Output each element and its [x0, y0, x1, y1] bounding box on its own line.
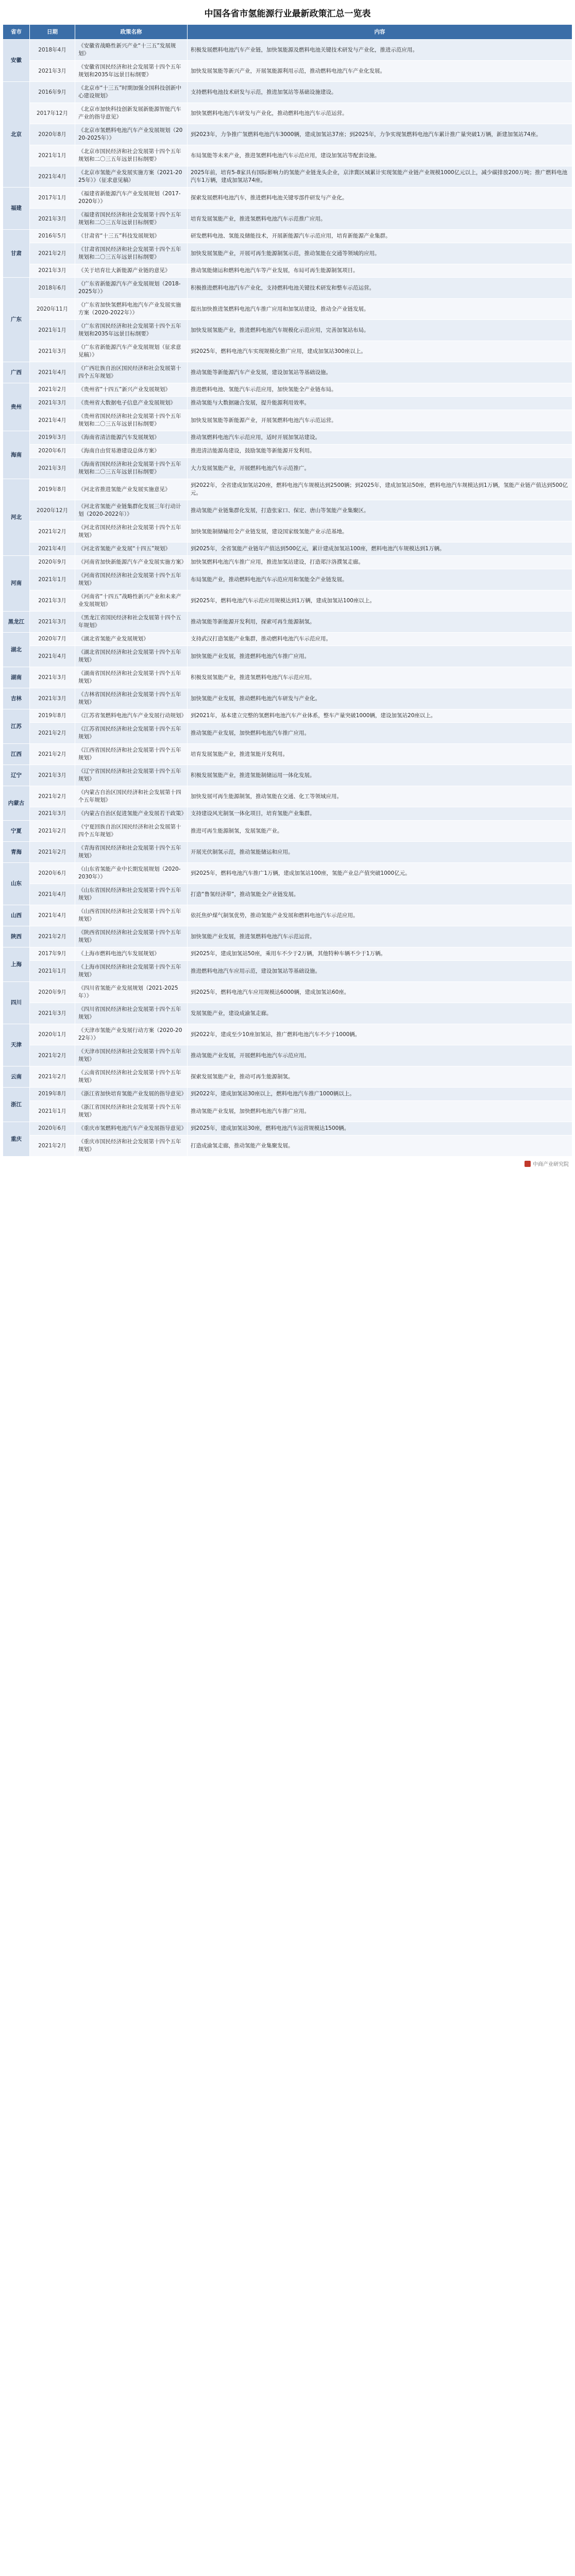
- table-row: [3, 543, 572, 556]
- date-cell: 2021年4月: [30, 905, 75, 926]
- table-row: [3, 709, 572, 723]
- content-cell: 加快发展氢能等新兴产业，开展氢能源利用示范，推动燃料电池汽车产业化发展。: [188, 61, 572, 82]
- page-title: 中国各省市氢能源行业最新政策汇总一览表: [204, 9, 371, 19]
- policy-name-cell: 《广东省加快氢燃料电池汽车产业发展实施方案（2020-2022年）》: [75, 299, 188, 320]
- policy-name-cell: 《安徽省国民经济和社会发展第十四个五年规划和2035年远景目标纲要》: [75, 61, 188, 82]
- province-cell: 四川: [3, 982, 30, 1024]
- policy-name-cell: 《陕西省国民经济和社会发展第十四个五年规划》: [75, 926, 188, 947]
- content-cell: 研发燃料电池、氢能及储能技术，开展新能源汽车示范应用，培育新能源产业集群。: [188, 230, 572, 243]
- table-row: [3, 278, 572, 299]
- date-cell: 2021年4月: [30, 884, 75, 905]
- content-cell: 推动氢能产业发展，加快燃料电池汽车推广应用。: [188, 1101, 572, 1122]
- table-row: [3, 243, 572, 264]
- date-cell: 2021年3月: [30, 458, 75, 479]
- policy-name-cell: 《浙江省国民经济和社会发展第十四个五年规划》: [75, 1101, 188, 1122]
- policy-name-cell: 《湖北省氢能产业发展规划》: [75, 633, 188, 646]
- policy-name-cell: 《福建省新能源汽车产业发展规划（2017-2020年）》: [75, 188, 188, 209]
- policy-name-cell: 《河北省推进氢能产业发展实施意见》: [75, 479, 188, 500]
- date-cell: 2020年8月: [30, 124, 75, 145]
- policy-name-cell: 《北京市国民经济和社会发展第十四个五年规划和二〇三五年远景目标纲要》: [75, 145, 188, 166]
- policy-name-cell: 《重庆市国民经济和社会发展第十四个五年规划》: [75, 1136, 188, 1157]
- policy-name-cell: 《江苏省国民经济和社会发展第十四个五年规划》: [75, 723, 188, 744]
- date-cell: 2021年2月: [30, 1045, 75, 1066]
- table-row: [3, 61, 572, 82]
- date-cell: 2021年4月: [30, 410, 75, 431]
- policy-name-cell: 《江苏省氢燃料电池汽车产业发展行动规划》: [75, 709, 188, 723]
- table-row: [3, 905, 572, 926]
- date-cell: 2021年3月: [30, 264, 75, 278]
- province-cell: 广东: [3, 278, 30, 362]
- policy-name-cell: 《海南自由贸易港建设总体方案》: [75, 445, 188, 458]
- date-cell: 2021年2月: [30, 842, 75, 863]
- date-cell: 2019年8月: [30, 479, 75, 500]
- table-row: [3, 1024, 572, 1045]
- content-cell: 支持燃料电池技术研发与示范，推进加氢站等基础设施建设。: [188, 82, 572, 103]
- content-cell: 到2025年，建成加氢站30座，燃料电池汽车运营规模达1500辆。: [188, 1122, 572, 1136]
- policy-name-cell: 《四川省国民经济和社会发展第十四个五年规划》: [75, 1003, 188, 1024]
- date-cell: 2020年7月: [30, 633, 75, 646]
- policy-name-cell: 《河南省国民经济和社会发展第十四个五年规划》: [75, 569, 188, 590]
- province-cell: 湖南: [3, 667, 30, 688]
- table-row: [3, 264, 572, 278]
- policy-name-cell: 《上海市国民经济和社会发展第十四个五年规划》: [75, 961, 188, 982]
- date-cell: 2019年3月: [30, 431, 75, 445]
- content-cell: 积极推进燃料电池汽车产业化，支持燃料电池关键技术研发和整车示范运营。: [188, 278, 572, 299]
- province-cell: 湖北: [3, 633, 30, 667]
- content-cell: 到2025年，全省氢能产业链年产值达到500亿元，累计建成加氢站100座，燃料电池汽车规模达到1万辆。: [188, 543, 572, 556]
- table-row: [3, 145, 572, 166]
- table-row: [3, 1088, 572, 1101]
- footer: [0, 1157, 575, 1171]
- province-cell: 宁夏: [3, 821, 30, 842]
- date-cell: 2021年2月: [30, 1136, 75, 1157]
- province-cell: 上海: [3, 947, 30, 982]
- date-cell: 2018年4月: [30, 40, 75, 61]
- table-row: [3, 961, 572, 982]
- date-cell: 2021年2月: [30, 786, 75, 807]
- policy-name-cell: 《海南省国民经济和社会发展第十四个五年规划和二〇三五年远景目标纲要》: [75, 458, 188, 479]
- date-cell: 2017年9月: [30, 947, 75, 961]
- content-cell: 加快发展氢能等新能源产业，开展氢燃料电池汽车示范运营。: [188, 410, 572, 431]
- content-cell: 推动氢能产业发展，加快燃料电池汽车推广应用。: [188, 723, 572, 744]
- table-row: [3, 458, 572, 479]
- policy-name-cell: 《福建省国民经济和社会发展第十四个五年规划和二〇三五年远景目标纲要》: [75, 209, 188, 230]
- table-row: [3, 103, 572, 124]
- date-cell: 2021年3月: [30, 590, 75, 612]
- content-cell: 到2025年，燃料电池汽车推广1万辆，建成加氢站100座，氢能产业总产值突破1000亿元。: [188, 863, 572, 884]
- content-cell: 加快氢能产业发展，推进氢燃料电池汽车示范运营。: [188, 926, 572, 947]
- province-cell: 海南: [3, 431, 30, 479]
- table-row: [3, 765, 572, 786]
- content-cell: 支持建设风光制氢一体化项目，培育氢能产业集群。: [188, 807, 572, 821]
- table-row: [3, 744, 572, 765]
- table-row: [3, 947, 572, 961]
- date-cell: 2021年2月: [30, 926, 75, 947]
- content-cell: 到2025年，燃料电池汽车应用规模达6000辆，建成加氢站60座。: [188, 982, 572, 1003]
- date-cell: 2021年1月: [30, 569, 75, 590]
- province-cell: 甘肃: [3, 230, 30, 278]
- policy-name-cell: 《甘肃省“十三五”科技发展规划》: [75, 230, 188, 243]
- date-cell: 2017年1月: [30, 188, 75, 209]
- header-province: 省市: [3, 25, 30, 40]
- content-cell: 布局氢能产业，推动燃料电池汽车示范应用和氢能全产业链发展。: [188, 569, 572, 590]
- table-row: [3, 362, 572, 383]
- content-cell: 推进清洁能源岛建设，鼓励氢能等新能源开发利用。: [188, 445, 572, 458]
- table-row: [3, 188, 572, 209]
- date-cell: 2021年2月: [30, 744, 75, 765]
- table-row: [3, 431, 572, 445]
- date-cell: 2021年3月: [30, 1003, 75, 1024]
- policy-name-cell: 《浙江省加快培育氢能产业发展的指导意见》: [75, 1088, 188, 1101]
- date-cell: 2021年4月: [30, 362, 75, 383]
- policy-name-cell: 《安徽省战略性新兴产业“十三五”发展规划》: [75, 40, 188, 61]
- policy-name-cell: 《宁夏回族自治区国民经济和社会发展第十四个五年规划》: [75, 821, 188, 842]
- content-cell: 加快氢能产业发展，推动燃料电池汽车研发与产业化。: [188, 688, 572, 709]
- province-cell: 黑龙江: [3, 612, 30, 633]
- province-cell: 山东: [3, 863, 30, 905]
- table-row: [3, 667, 572, 688]
- date-cell: 2016年5月: [30, 230, 75, 243]
- date-cell: 2021年4月: [30, 646, 75, 667]
- table-row: [3, 230, 572, 243]
- policy-name-cell: 《广东省国民经济和社会发展第十四个五年规划和2035年远景目标纲要》: [75, 320, 188, 341]
- policy-name-cell: 《天津市国民经济和社会发展第十四个五年规划》: [75, 1045, 188, 1066]
- date-cell: 2021年4月: [30, 543, 75, 556]
- policy-name-cell: 《云南省国民经济和社会发展第十四个五年规划》: [75, 1066, 188, 1088]
- content-cell: 探索发展燃料电池汽车，推进燃料电池关键零部件研发与产业化。: [188, 188, 572, 209]
- content-cell: 到2022年，建成至少10座加氢站，推广燃料电池汽车不少于1000辆。: [188, 1024, 572, 1045]
- table-row: [3, 633, 572, 646]
- policy-name-cell: 《河南省“十四五”战略性新兴产业和未来产业发展规划》: [75, 590, 188, 612]
- policy-name-cell: 《重庆市氢燃料电池汽车产业发展指导意见》: [75, 1122, 188, 1136]
- policy-name-cell: 《甘肃省国民经济和社会发展第十四个五年规划和二〇三五年远景目标纲要》: [75, 243, 188, 264]
- policy-name-cell: 《黑龙江省国民经济和社会发展第十四个五年规划》: [75, 612, 188, 633]
- policy-name-cell: 《吉林省国民经济和社会发展第十四个五年规划》: [75, 688, 188, 709]
- table-row: [3, 479, 572, 500]
- policy-name-cell: 《湖北省国民经济和社会发展第十四个五年规划》: [75, 646, 188, 667]
- province-cell: 天津: [3, 1024, 30, 1066]
- content-cell: 推动氢燃料电池汽车示范应用，适时开展加氢站建设。: [188, 431, 572, 445]
- content-cell: 推动氢能产业发展，开展燃料电池汽车示范应用。: [188, 1045, 572, 1066]
- content-cell: 加快氢燃料电池汽车研发与产业化，推动燃料电池汽车示范运营。: [188, 103, 572, 124]
- date-cell: 2021年2月: [30, 521, 75, 543]
- date-cell: 2021年1月: [30, 1101, 75, 1122]
- table-row: [3, 1101, 572, 1122]
- province-cell: 陕西: [3, 926, 30, 947]
- table-row: [3, 646, 572, 667]
- table-row: [3, 842, 572, 863]
- table-row: [3, 445, 572, 458]
- policy-table: [3, 24, 572, 1157]
- date-cell: 2021年1月: [30, 961, 75, 982]
- policy-name-cell: 《辽宁省国民经济和社会发展第十四个五年规划》: [75, 765, 188, 786]
- date-cell: 2020年12月: [30, 500, 75, 521]
- table-row: [3, 926, 572, 947]
- content-cell: 推动氢能等新能源汽车产业发展，建设加氢站等基础设施。: [188, 362, 572, 383]
- footer-source: 中商产业研究院: [533, 1162, 569, 1167]
- table-row: [3, 723, 572, 744]
- province-cell: 北京: [3, 82, 30, 188]
- table-row: [3, 320, 572, 341]
- table-row: [3, 863, 572, 884]
- date-cell: 2021年3月: [30, 397, 75, 410]
- province-cell: 河南: [3, 556, 30, 612]
- date-cell: 2020年6月: [30, 863, 75, 884]
- table-row: [3, 612, 572, 633]
- province-cell: 吉林: [3, 688, 30, 709]
- content-cell: 推进燃料电池、氢能汽车示范应用，加快氢能全产业链布局。: [188, 383, 572, 397]
- content-cell: 推动氢能产业链集群化发展，打造张家口、保定、唐山等氢能产业集聚区。: [188, 500, 572, 521]
- content-cell: 支持武汉打造氢能产业集群，推动燃料电池汽车示范应用。: [188, 633, 572, 646]
- content-cell: 到2025年，燃料电池汽车实现规模化推广应用，建成加氢站300座以上。: [188, 341, 572, 362]
- logo-icon: [525, 1161, 531, 1167]
- content-cell: 到2025年，建成加氢站50座，乘用车不少于2万辆，其他特种车辆不少于1万辆。: [188, 947, 572, 961]
- province-cell: 浙江: [3, 1088, 30, 1122]
- page: [0, 0, 575, 1171]
- content-cell: 2025年前，培育5-8家具有国际影响力的氢能产业链龙头企业，京津冀区域累计实现氢能产业链产业规模1000亿元以上，减少碳排放200万吨；推广燃料电池汽车1万辆，建成加氢站74座。: [188, 166, 572, 188]
- date-cell: 2021年3月: [30, 612, 75, 633]
- policy-name-cell: 《河北省氢能产业链集群化发展三年行动计划（2020-2022年）》: [75, 500, 188, 521]
- content-cell: 到2025年，燃料电池汽车示范应用规模达到1万辆，建成加氢站100座以上。: [188, 590, 572, 612]
- date-cell: 2021年1月: [30, 145, 75, 166]
- content-cell: 加快发展氢能产业，推进燃料电池汽车规模化示范应用，完善加氢站布局。: [188, 320, 572, 341]
- date-cell: 2021年4月: [30, 166, 75, 188]
- table-row: [3, 786, 572, 807]
- content-cell: 依托焦炉煤气制氢优势，推动氢能产业发展和燃料电池汽车示范应用。: [188, 905, 572, 926]
- date-cell: 2021年3月: [30, 209, 75, 230]
- province-cell: 辽宁: [3, 765, 30, 786]
- date-cell: 2021年2月: [30, 723, 75, 744]
- table-row: [3, 884, 572, 905]
- date-cell: 2020年6月: [30, 445, 75, 458]
- content-cell: 加快发展可再生能源制氢，推动氢能在交通、化工等领域应用。: [188, 786, 572, 807]
- date-cell: 2021年2月: [30, 1066, 75, 1088]
- date-cell: 2020年9月: [30, 556, 75, 569]
- content-cell: 推动氢能储运和燃料电池汽车等产业发展，布局可再生能源制氢项目。: [188, 264, 572, 278]
- policy-name-cell: 《河北省氢能产业发展“十四五”规划》: [75, 543, 188, 556]
- table-row: [3, 410, 572, 431]
- table-row: [3, 821, 572, 842]
- table-row: [3, 1045, 572, 1066]
- content-cell: 提出加快推进氢燃料电池汽车推广应用和加氢站建设，推动全产业链发展。: [188, 299, 572, 320]
- date-cell: 2021年3月: [30, 807, 75, 821]
- date-cell: 2019年8月: [30, 1088, 75, 1101]
- table-row: [3, 124, 572, 145]
- table-row: [3, 166, 572, 188]
- date-cell: 2021年1月: [30, 320, 75, 341]
- date-cell: 2021年3月: [30, 667, 75, 688]
- date-cell: 2021年3月: [30, 61, 75, 82]
- table-row: [3, 1003, 572, 1024]
- date-cell: 2019年8月: [30, 709, 75, 723]
- policy-name-cell: 《广东省新能源汽车产业发展规划（征求意见稿）》: [75, 341, 188, 362]
- header-date: 日期: [30, 25, 75, 40]
- date-cell: 2016年9月: [30, 82, 75, 103]
- policy-name-cell: 《四川省氢能产业发展规划（2021-2025年）》: [75, 982, 188, 1003]
- policy-name-cell: 《广东省新能源汽车产业发展规划（2018-2025年）》: [75, 278, 188, 299]
- content-cell: 打造成渝氢走廊，推动氢能产业集聚发展。: [188, 1136, 572, 1157]
- policy-name-cell: 《贵州省“十四五”新兴产业发展规划》: [75, 383, 188, 397]
- date-cell: 2020年6月: [30, 1122, 75, 1136]
- policy-name-cell: 《山东省国民经济和社会发展第十四个五年规划》: [75, 884, 188, 905]
- policy-name-cell: 《江西省国民经济和社会发展第十四个五年规划》: [75, 744, 188, 765]
- content-cell: 推进可再生能源制氢，发展氢能产业。: [188, 821, 572, 842]
- date-cell: 2021年2月: [30, 243, 75, 264]
- province-cell: 河北: [3, 479, 30, 556]
- policy-name-cell: 《海南省清洁能源汽车发展规划》: [75, 431, 188, 445]
- date-cell: 2018年6月: [30, 278, 75, 299]
- policy-name-cell: 《关于培育壮大新能源产业链的意见》: [75, 264, 188, 278]
- table-row: [3, 556, 572, 569]
- content-cell: 推进燃料电池汽车应用示范，建设加氢站等基础设施。: [188, 961, 572, 982]
- content-cell: 积极发展燃料电池汽车产业链，加快氢能源及燃料电池关键技术研发与产业化，推进示范应用。: [188, 40, 572, 61]
- table-row: [3, 82, 572, 103]
- table-header-row: [3, 25, 572, 40]
- date-cell: 2020年1月: [30, 1024, 75, 1045]
- table-row: [3, 397, 572, 410]
- content-cell: 到2022年，建成加氢站30座以上，燃料电池汽车推广1000辆以上。: [188, 1088, 572, 1101]
- province-cell: 山西: [3, 905, 30, 926]
- province-cell: 内蒙古: [3, 786, 30, 821]
- content-cell: 探索发展氢能产业，推动可再生能源制氢。: [188, 1066, 572, 1088]
- table-row: [3, 500, 572, 521]
- policy-name-cell: 《北京市氢燃料电池汽车产业发展规划（2020-2025年）》: [75, 124, 188, 145]
- content-cell: 推动氢能与大数据融合发展，提升能源利用效率。: [188, 397, 572, 410]
- policy-name-cell: 《青海省国民经济和社会发展第十四个五年规划》: [75, 842, 188, 863]
- province-cell: 广西: [3, 362, 30, 383]
- province-cell: 福建: [3, 188, 30, 230]
- policy-name-cell: 《河北省国民经济和社会发展第十四个五年规划》: [75, 521, 188, 543]
- date-cell: 2021年2月: [30, 821, 75, 842]
- source-logo: [525, 1160, 569, 1167]
- policy-name-cell: 《内蒙古自治区国民经济和社会发展第十四个五年规划》: [75, 786, 188, 807]
- content-cell: 加快发展氢能产业，开展可再生能源制氢示范，推动氢能在交通等领域的应用。: [188, 243, 572, 264]
- content-cell: 到2023年，力争推广氢燃料电池汽车3000辆，建成加氢站37座；到2025年，力争实现氢燃料电池汽车累计推广量突破1万辆，新建加氢站74座。: [188, 124, 572, 145]
- content-cell: 培育发展氢能产业，推进氢燃料电池汽车示范推广应用。: [188, 209, 572, 230]
- content-cell: 发展氢能产业，建设成渝氢走廊。: [188, 1003, 572, 1024]
- header-policy-name: 政策名称: [75, 25, 188, 40]
- table-body: [3, 40, 572, 1157]
- policy-name-cell: 《天津市氢能产业发展行动方案（2020-2022年）》: [75, 1024, 188, 1045]
- content-cell: 到2021年，基本建立完整的氢燃料电池汽车产业体系，整车产量突破1000辆，建设加氢站20座以上。: [188, 709, 572, 723]
- content-cell: 到2022年，全省建成加氢站20座，燃料电池汽车规模达到2500辆；到2025年，建成加氢站50座，燃料电池汽车规模达到1万辆，氢能产业链产值达到500亿元。: [188, 479, 572, 500]
- header-content: 内容: [188, 25, 572, 40]
- content-cell: 大力发展氢能产业，开展燃料电池汽车示范推广。: [188, 458, 572, 479]
- table-row: [3, 341, 572, 362]
- policy-name-cell: 《北京市加快科技创新发展新能源智能汽车产业的指导意见》: [75, 103, 188, 124]
- province-cell: 江西: [3, 744, 30, 765]
- policy-name-cell: 《内蒙古自治区促进氢能产业发展若干政策》: [75, 807, 188, 821]
- policy-name-cell: 《湖南省国民经济和社会发展第十四个五年规划》: [75, 667, 188, 688]
- content-cell: 培育发展氢能产业，推进氢能开发利用。: [188, 744, 572, 765]
- table-row: [3, 383, 572, 397]
- date-cell: 2021年2月: [30, 383, 75, 397]
- content-cell: 加快氢能制储输用全产业链发展，建设国家级氢能产业示范基地。: [188, 521, 572, 543]
- content-cell: 推动氢能等新能源开发利用，探索可再生能源制氢。: [188, 612, 572, 633]
- date-cell: 2021年3月: [30, 688, 75, 709]
- content-cell: 布局氢能等未来产业，推进氢燃料电池汽车示范应用，建设加氢站等配套设施。: [188, 145, 572, 166]
- policy-name-cell: 《贵州省国民经济和社会发展第十四个五年规划和二〇三五年远景目标纲要》: [75, 410, 188, 431]
- province-cell: 江苏: [3, 709, 30, 744]
- table-row: [3, 209, 572, 230]
- policy-name-cell: 《贵州省大数据电子信息产业发展规划》: [75, 397, 188, 410]
- date-cell: 2017年12月: [30, 103, 75, 124]
- table-row: [3, 590, 572, 612]
- content-cell: 开展光伏制氢示范，推动氢能储运和应用。: [188, 842, 572, 863]
- date-cell: 2020年9月: [30, 982, 75, 1003]
- policy-name-cell: 《广西壮族自治区国民经济和社会发展第十四个五年规划》: [75, 362, 188, 383]
- policy-name-cell: 《山西省国民经济和社会发展第十四个五年规划》: [75, 905, 188, 926]
- date-cell: 2021年3月: [30, 765, 75, 786]
- content-cell: 打造“鲁氢经济带”，推动氢能全产业链发展。: [188, 884, 572, 905]
- province-cell: 安徽: [3, 40, 30, 82]
- table-row: [3, 1122, 572, 1136]
- table-row: [3, 521, 572, 543]
- policy-name-cell: 《北京市“十三五”时期加强全国科技创新中心建设规划》: [75, 82, 188, 103]
- table-row: [3, 299, 572, 320]
- table-row: [3, 569, 572, 590]
- province-cell: 重庆: [3, 1122, 30, 1157]
- table-row: [3, 1066, 572, 1088]
- table-row: [3, 688, 572, 709]
- content-cell: 加快氢燃料电池汽车推广应用，推进加氢站建设，打造郑汴洛濮氢走廊。: [188, 556, 572, 569]
- content-cell: 积极发展氢能产业，推进氢燃料电池汽车示范应用。: [188, 667, 572, 688]
- province-cell: 贵州: [3, 383, 30, 431]
- content-cell: 积极发展氢能产业，推进氢能制储运用一体化发展。: [188, 765, 572, 786]
- table-row: [3, 1136, 572, 1157]
- date-cell: 2021年3月: [30, 341, 75, 362]
- table-row: [3, 982, 572, 1003]
- policy-name-cell: 《上海市燃料电池汽车发展规划》: [75, 947, 188, 961]
- table-row: [3, 40, 572, 61]
- content-cell: 加快氢能产业发展，推进燃料电池汽车推广应用。: [188, 646, 572, 667]
- policy-name-cell: 《河南省加快新能源汽车产业发展实施方案》: [75, 556, 188, 569]
- policy-name-cell: 《北京市氢能产业发展实施方案（2021-2025年）》（征求意见稿）: [75, 166, 188, 188]
- province-cell: 青海: [3, 842, 30, 863]
- date-cell: 2020年11月: [30, 299, 75, 320]
- policy-name-cell: 《山东省氢能产业中长期发展规划（2020-2030年）》: [75, 863, 188, 884]
- province-cell: 云南: [3, 1066, 30, 1088]
- table-row: [3, 807, 572, 821]
